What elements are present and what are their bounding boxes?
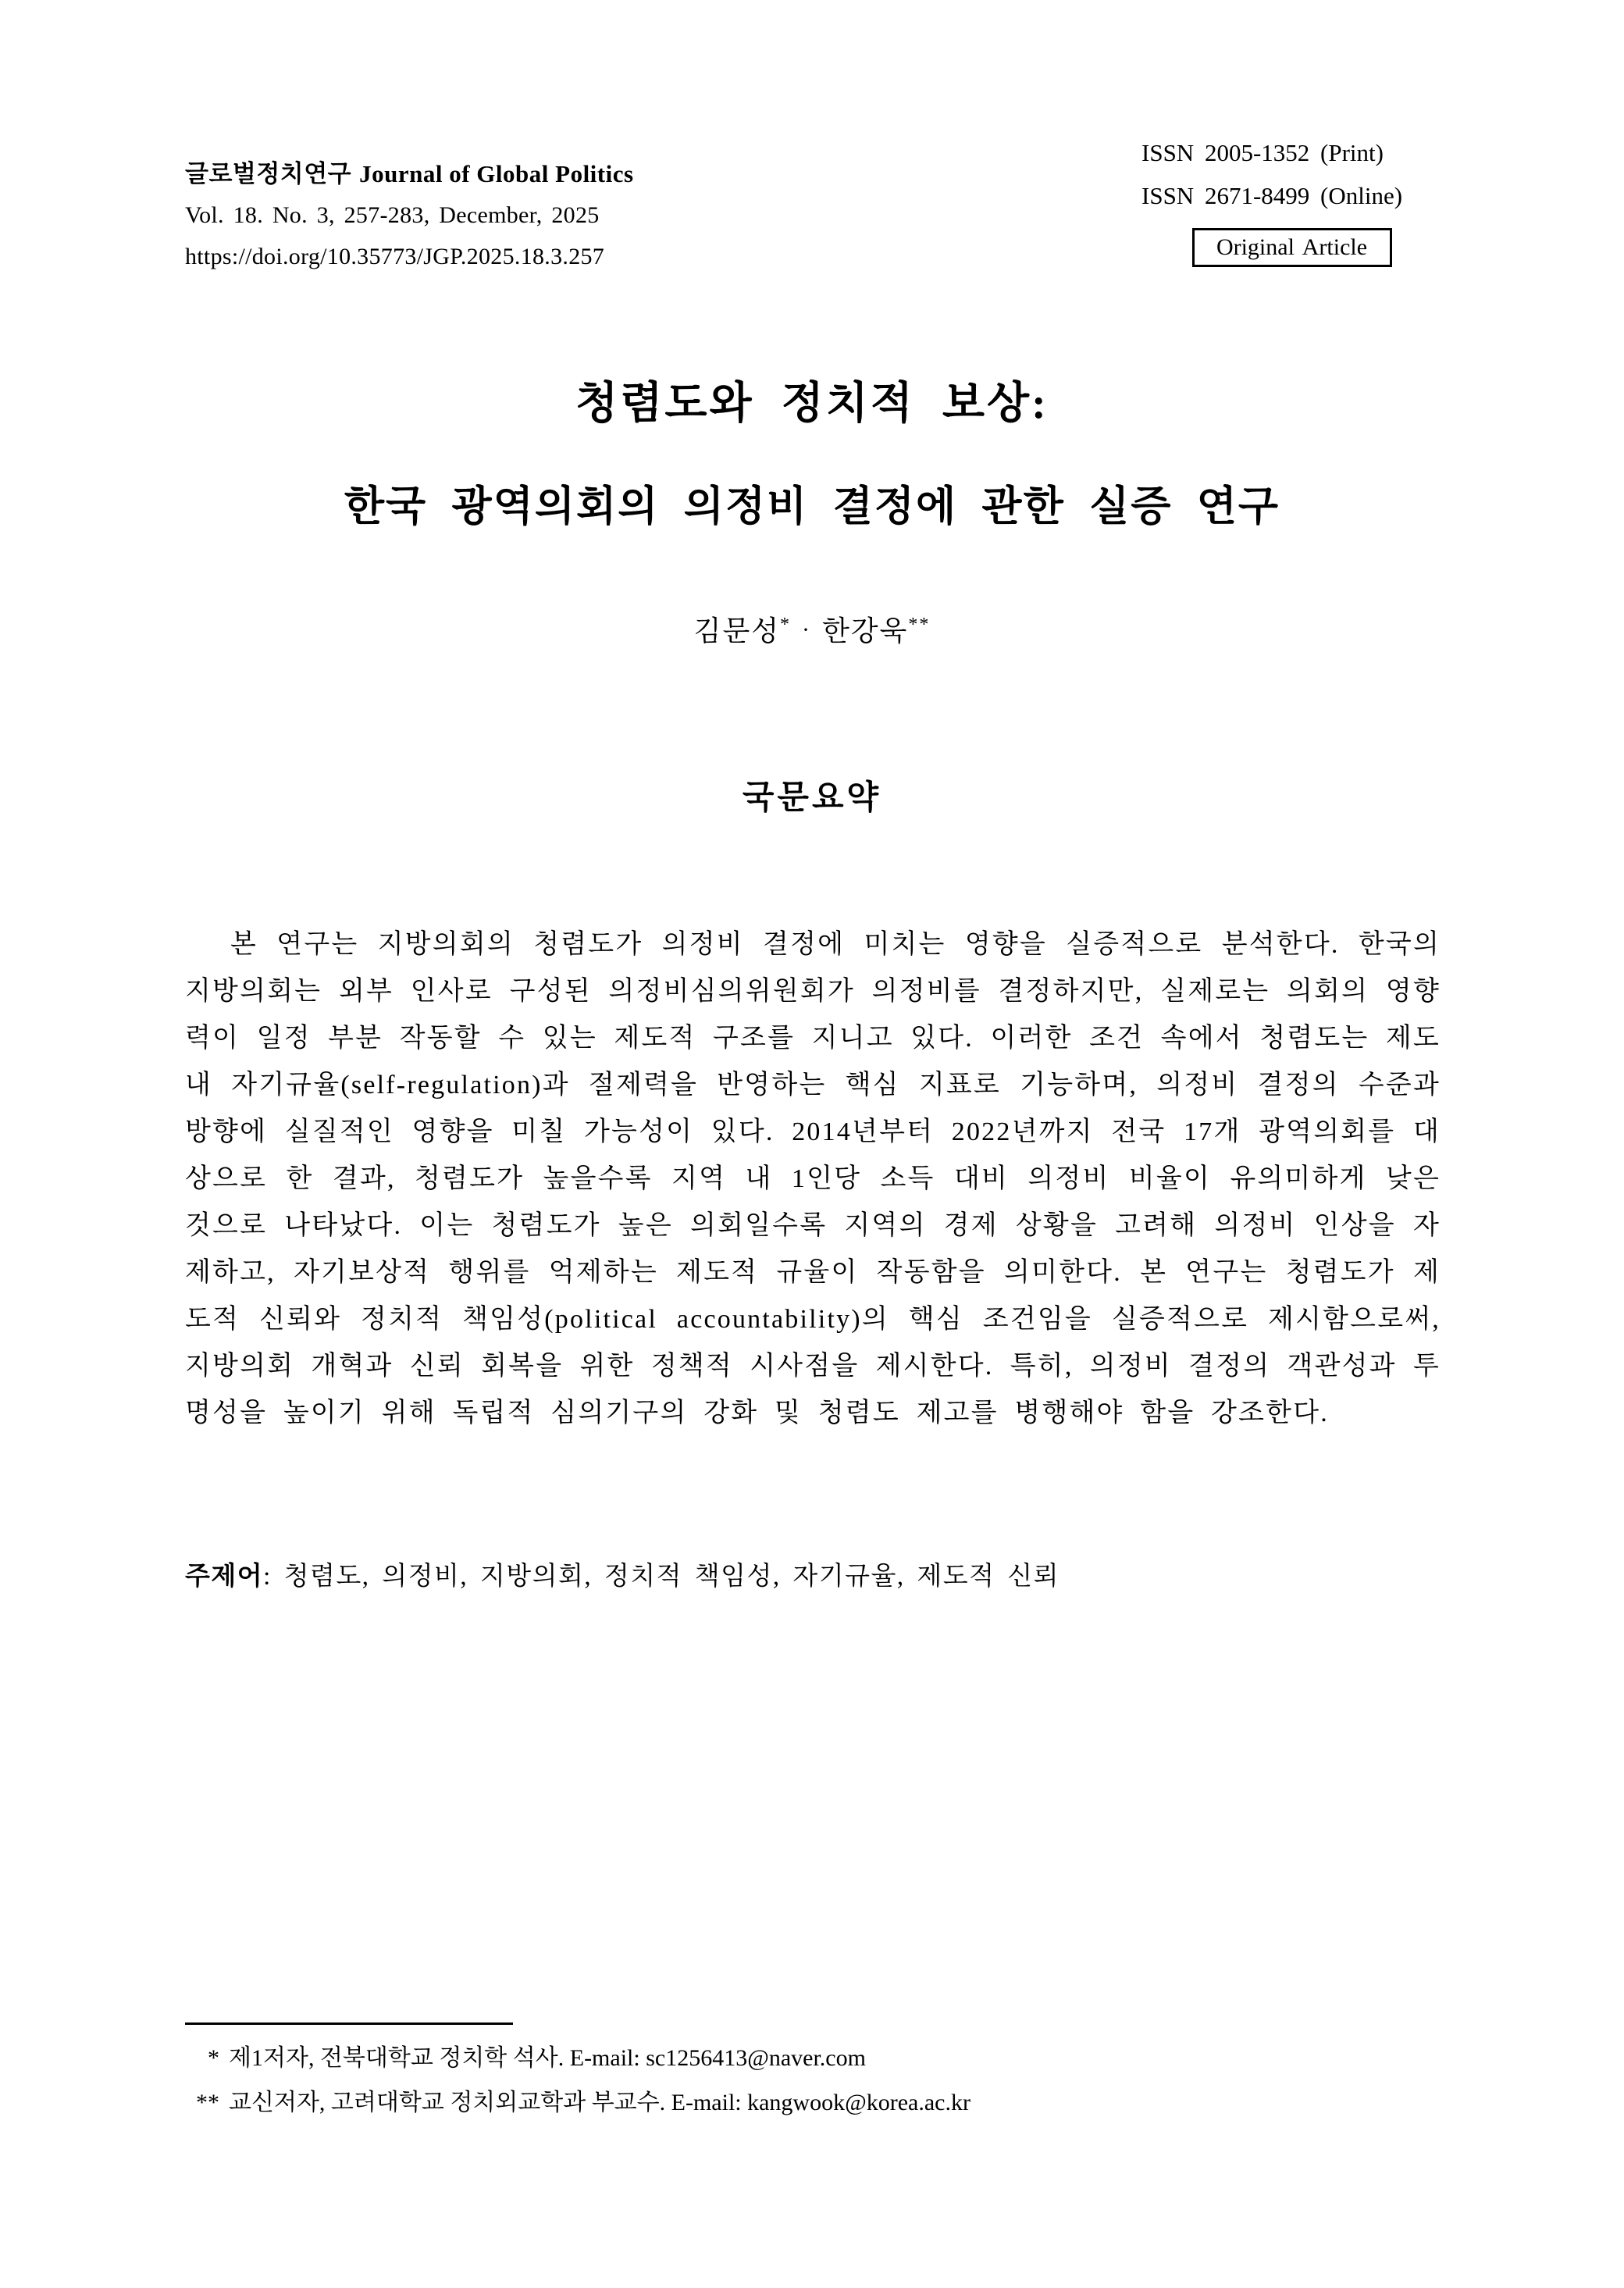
- keywords-colon: :: [263, 1563, 284, 1591]
- journal-info-block: [185, 153, 634, 277]
- journal-name: [185, 153, 634, 194]
- issn-block: [1141, 131, 1442, 267]
- journal-volume-issue: Vol. 18. No. 3, 257-283, December, 2025: [185, 202, 600, 228]
- paper-title-subtitle: 한국 광역의회의 의정비 결정에 관한 실증 연구: [344, 484, 1280, 529]
- abstract-heading: 국문요약: [742, 780, 882, 816]
- authors-line: [0, 609, 1624, 649]
- author-second-name: 한강욱: [822, 615, 909, 647]
- footnote-block: [185, 2022, 1278, 2125]
- abstract-paragraph: 본 연구는 지방의회의 청렴도가 의정비 결정에 미치는 영향을 실증적으로 분석한다. 한국의 지방의회는 외부 인사로 구성된 의정비심의위원회가 의정비를 결정하지만, 실제로는 의회의 영향력이 일정 부분 작동할 수 있는 제도적 구조를 지니고 있다. 이러한 조건 속에서 청렴도는 제도 내 자기규율(self-regulation)과 절제력을 반영하는 핵심 지표로 기능하며, 의정비 결정의 수준과 방향에 실질적인 영향을 미칠 가능성이 있다. 2014년부터 2022년까지 전국 17개 광역의회를 대상으로 한 결과, 청렴도가 높을수록 지역 내 1인당 소득 대비 의정비 비율이 유의미하게 낮은 것으로 나타났다. 이는 청렴도가 높은 의회일수록 지역의 경제 상황을 고려해 의정비 인상을 자제하고, 자기보상적 행위를 억제하는 제도적 규율이 작동함을 의미한다. 본 연구는 청렴도가 제도적 신뢰와 정치적 책임성(political accountability)의 핵심 조건임을 실증적으로 제시함으로써, 지방의회 개혁과 신뢰 회복을 위한 정책적 시사점을 제시한다. 특히, 의정비 결정의 객관성과 투명성을 높이기 위해 독립적 심의기구의 강화 및 청렴도 제고를 병행해야 함을 강조한다.: [185, 930, 1441, 1427]
- issn-print: ISSN 2005-1352 (Print): [1141, 139, 1384, 166]
- doi-text: https://doi.org/10.35773/JGP.2025.18.3.257: [185, 244, 605, 269]
- author-first-footnote-mark: *: [780, 615, 791, 635]
- keywords-list: 청렴도, 의정비, 지방의회, 정치적 책임성, 자기규율, 제도적 신뢰: [283, 1563, 1060, 1591]
- footnote-mark-double-asterisk: **: [196, 2090, 219, 2115]
- footnote-corresponding-author-text: 교신저자, 고려대학교 정치외교학과 부교수. E-mail: kangwook@korea.ac.kr: [229, 2090, 970, 2115]
- footnote-mark-single-asterisk: *: [208, 2045, 219, 2071]
- paper-title-main: 청렴도와 정치적 보상:: [575, 380, 1049, 428]
- keywords-label: 주제어: [185, 1563, 264, 1591]
- author-second-footnote-mark: **: [908, 615, 931, 635]
- article-type-badge: Original Article: [1192, 228, 1392, 267]
- footnote-divider: [185, 2022, 513, 2025]
- author-separator-dot: ·: [802, 617, 811, 643]
- footnote-first-author-text: 제1저자, 전북대학교 정치학 석사. E-mail: sc1256413@naver.com: [229, 2045, 866, 2071]
- issn-online: ISSN 2671-8499 (Online): [1141, 182, 1403, 209]
- journal-name-english: Journal of Global Politics: [359, 160, 634, 187]
- author-first-name: 김문성: [693, 615, 780, 647]
- footnote-first-author: [185, 2036, 1278, 2080]
- keywords-line: [185, 1556, 1441, 1592]
- footnote-corresponding-author: [185, 2080, 1278, 2125]
- journal-name-korean: 글로벌정치연구: [185, 160, 352, 187]
